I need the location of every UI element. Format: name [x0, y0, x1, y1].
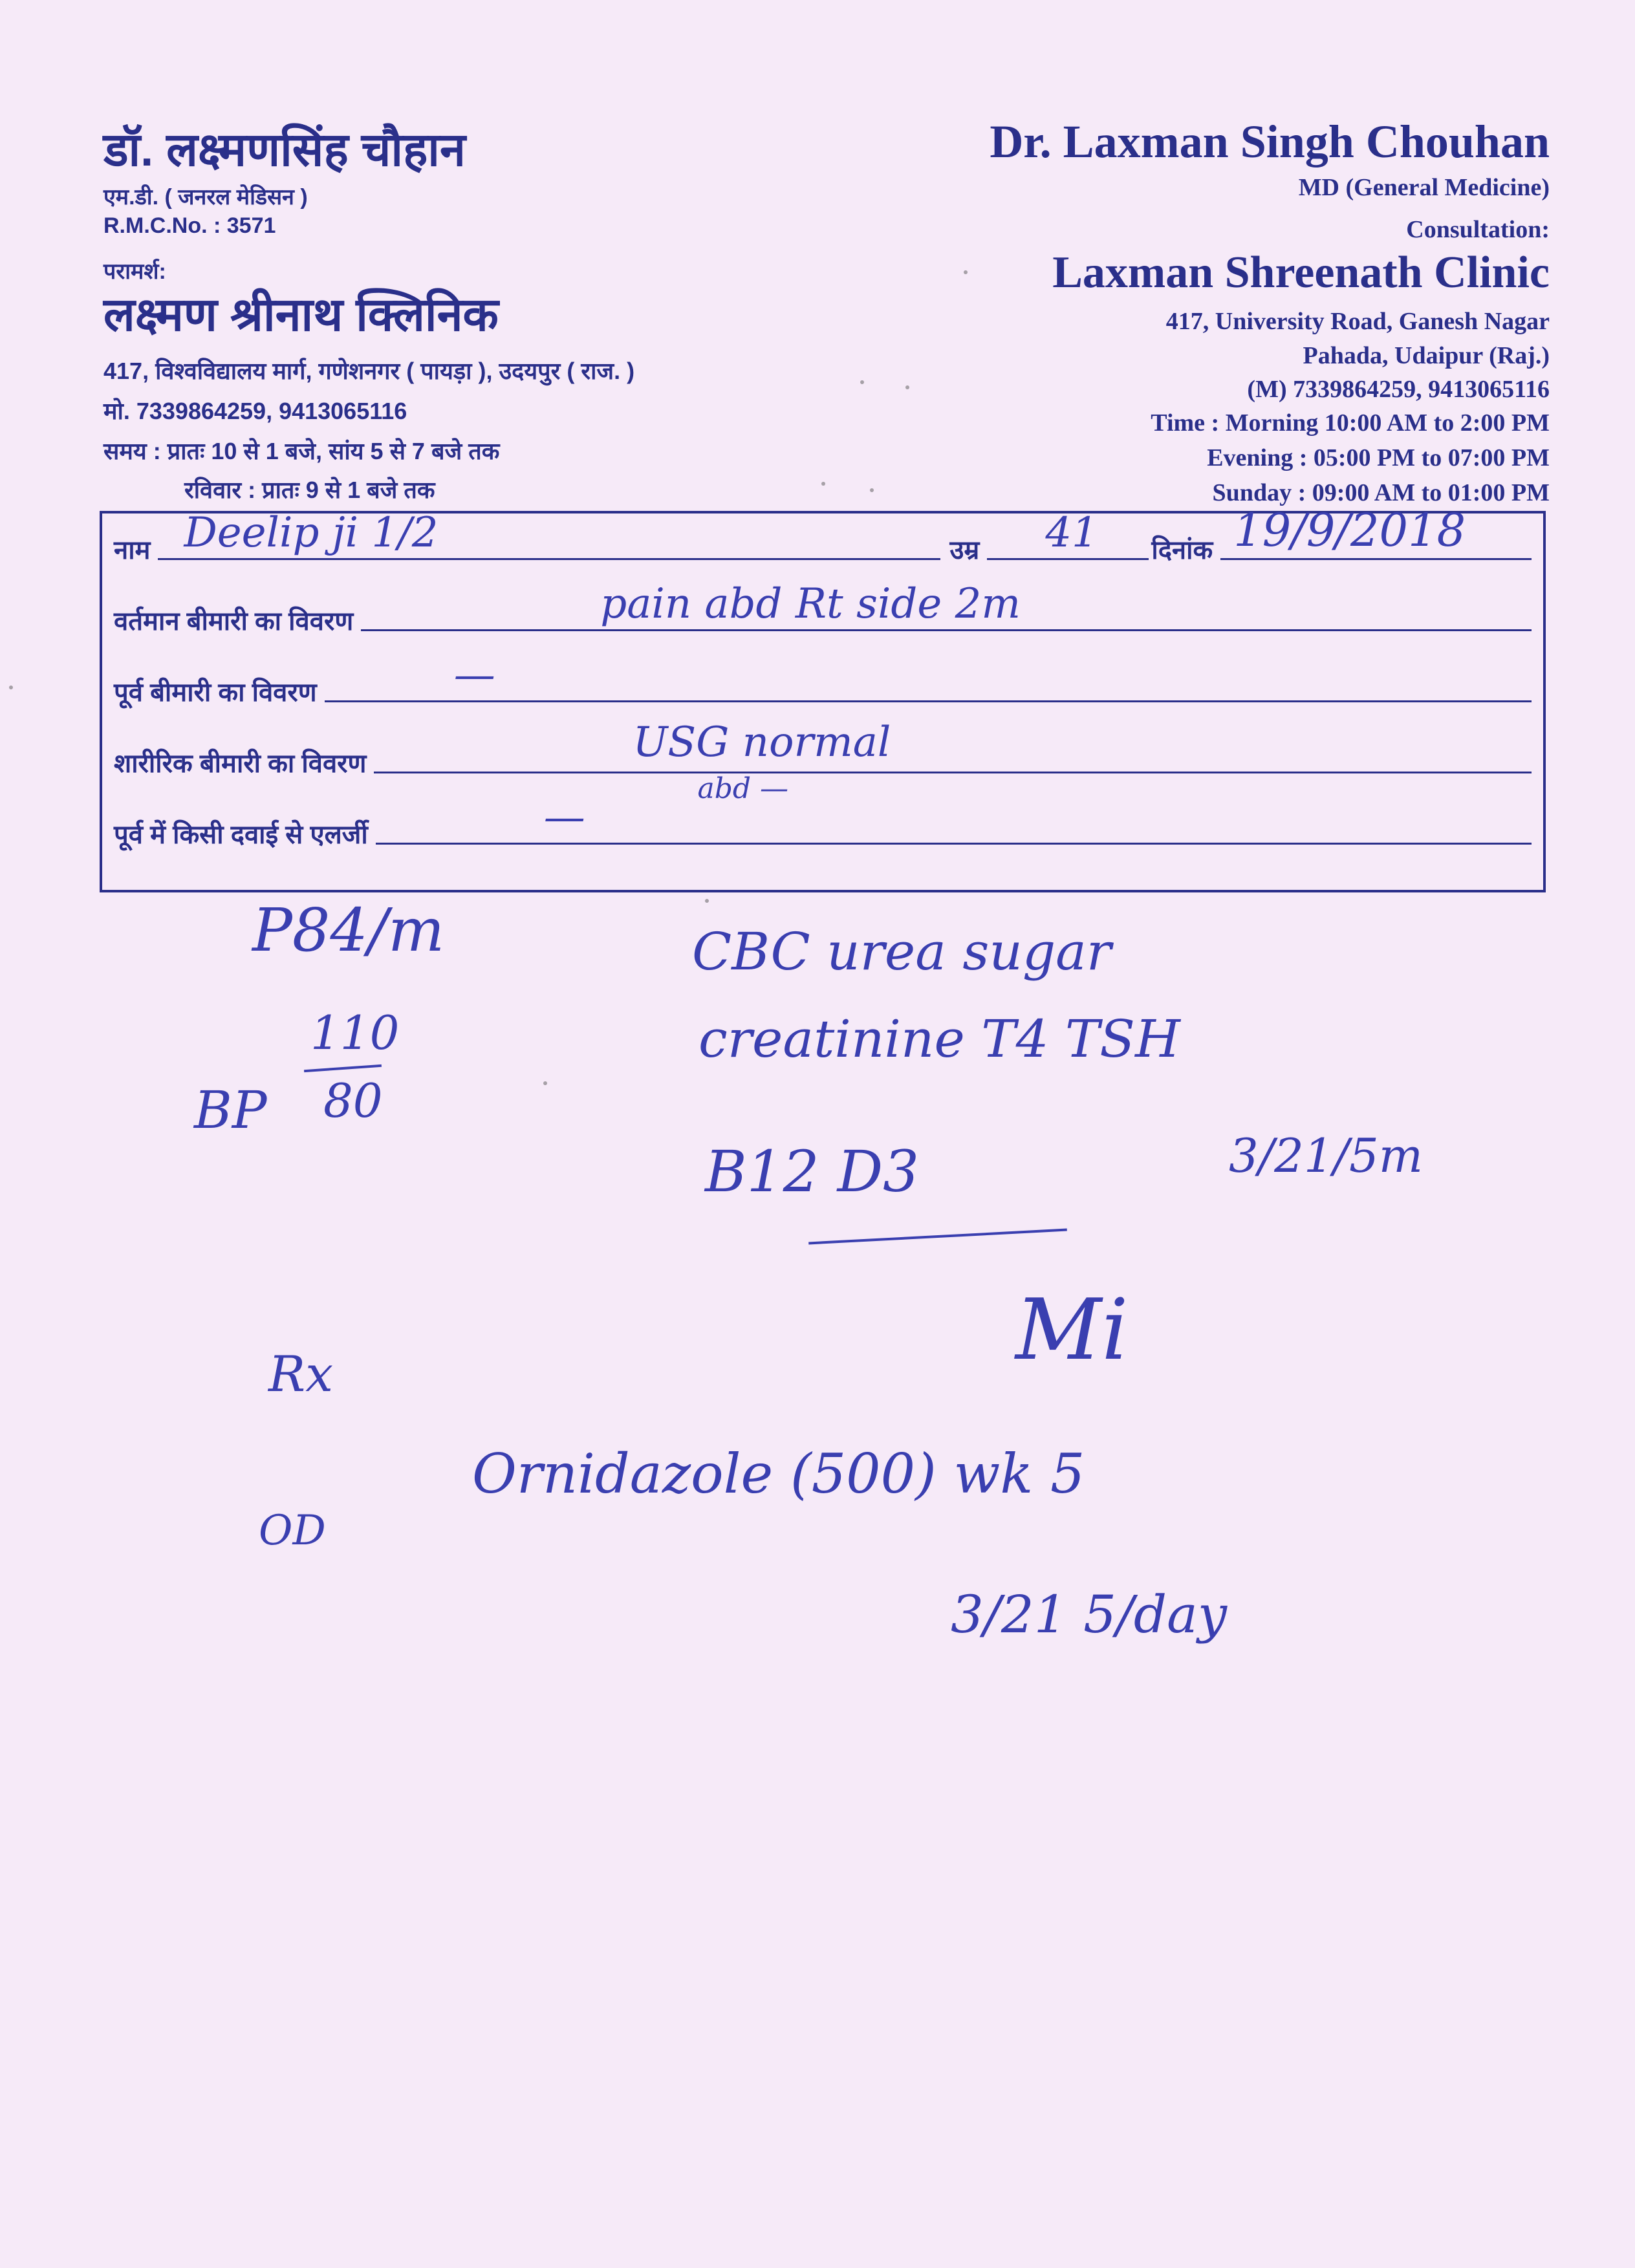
age-field [987, 509, 1149, 560]
allergy-field [376, 794, 1532, 845]
tests-line-1: CBC urea sugar [692, 922, 1112, 982]
rmc-number: R.M.C.No. : 3571 [103, 213, 276, 238]
name-row [114, 504, 1532, 567]
date-value: 19/9/2018 [1233, 504, 1466, 557]
timing-morning: Time : Morning 10:00 AM to 2:00 PM [1151, 409, 1550, 437]
bp-diastolic: 80 [323, 1074, 383, 1128]
allergy-value: — [543, 794, 585, 841]
paper-speck [543, 1081, 547, 1085]
date-label: दिनांक [1151, 536, 1213, 565]
degree-english: MD (General Medicine) [1298, 174, 1550, 201]
degree-hindi: एम.डी. ( जनरल मेडिसन ) [103, 185, 308, 210]
consult-label-english: Consultation: [1406, 216, 1550, 243]
address-hindi: 417, विश्वविद्यालय मार्ग, गणेशनगर ( पायड़ा ), उदयपुर ( राज. ) [103, 358, 635, 384]
allergy-label: पूर्व में किसी दवाई से एलर्जी [114, 821, 368, 849]
doctor-name-hindi: डॉ. लक्ष्मणसिंह चौहान [103, 124, 466, 176]
address-english-1: 417, University Road, Ganesh Nagar [1165, 308, 1550, 335]
physical-field [374, 718, 1532, 805]
mobile-hindi: मो. 7339864259, 9413065116 [103, 398, 407, 424]
medicine-note: 3/21 5/day [951, 1584, 1228, 1645]
bp-fraction-line [304, 1064, 382, 1072]
physical-value: USG normal [633, 718, 891, 766]
tests-line-3-note: 3/21/5m [1229, 1129, 1424, 1183]
paper-speck [821, 482, 825, 486]
consult-label-hindi: परामर्श: [103, 259, 166, 284]
paper-speck [860, 380, 864, 384]
mobile-english: (M) 7339864259, 9413065116 [1247, 376, 1550, 403]
past-illness-field [325, 651, 1532, 702]
patient-form [100, 504, 1546, 892]
allergy-row [114, 794, 1532, 851]
doctor-signature: Mi [1015, 1280, 1129, 1379]
name-value: Deelip ji 1/2 [184, 509, 439, 557]
timing-hindi: समय : प्रातः 10 से 1 बजे, सांय 5 से 7 बजे तक [103, 438, 500, 464]
pulse-note: P84/m [252, 896, 445, 965]
bp-systolic: 110 [310, 1006, 400, 1060]
age-label: उम्र [949, 536, 980, 565]
tests-line-3: B12 D3 [705, 1138, 920, 1205]
address-english-2: Pahada, Udaipur (Raj.) [1303, 342, 1550, 369]
rx-route: OD [259, 1507, 326, 1555]
medicine-line: Ornidazole (500) wk 5 [472, 1442, 1085, 1506]
paper-speck [9, 686, 13, 689]
paper-speck [705, 899, 709, 903]
name-field [158, 509, 940, 560]
bp-label: BP [194, 1080, 267, 1140]
physical-sub-value: abd — [697, 772, 789, 805]
age-value: 41 [1045, 509, 1098, 557]
paper-speck [964, 270, 968, 274]
physical-row [114, 718, 1532, 805]
doctor-name-english: Dr. Laxman Singh Chouhan [990, 116, 1550, 167]
tests-line-2: creatinine T4 TSH [698, 1009, 1180, 1069]
past-illness-label: पूर्व बीमारी का विवरण [114, 678, 317, 707]
paper-speck [870, 488, 874, 492]
clinic-name-english: Laxman Shreenath Clinic [1052, 248, 1550, 297]
name-label: नाम [114, 536, 151, 565]
timing-evening: Evening : 05:00 PM to 07:00 PM [1207, 444, 1550, 471]
current-illness-row [114, 580, 1532, 638]
physical-label: शारीरिक बीमारी का विवरण [114, 750, 367, 778]
date-field [1220, 504, 1532, 560]
sunday-hindi: रविवार : प्रातः 9 से 1 बजे तक [184, 477, 435, 503]
current-illness-field [361, 580, 1532, 631]
past-illness-row [114, 651, 1532, 709]
rx-symbol: Rx [268, 1345, 334, 1403]
current-illness-label: वर्तमान बीमारी का विवरण [114, 607, 354, 636]
past-illness-value: — [453, 651, 495, 699]
current-illness-value: pain abd Rt side 2m [600, 580, 1021, 628]
clinic-name-hindi: लक्ष्मण श्रीनाथ क्लिनिक [103, 289, 499, 341]
timing-sunday: Sunday : 09:00 AM to 01:00 PM [1212, 479, 1550, 506]
paper-speck [905, 385, 909, 389]
tests-underline [808, 1229, 1067, 1245]
